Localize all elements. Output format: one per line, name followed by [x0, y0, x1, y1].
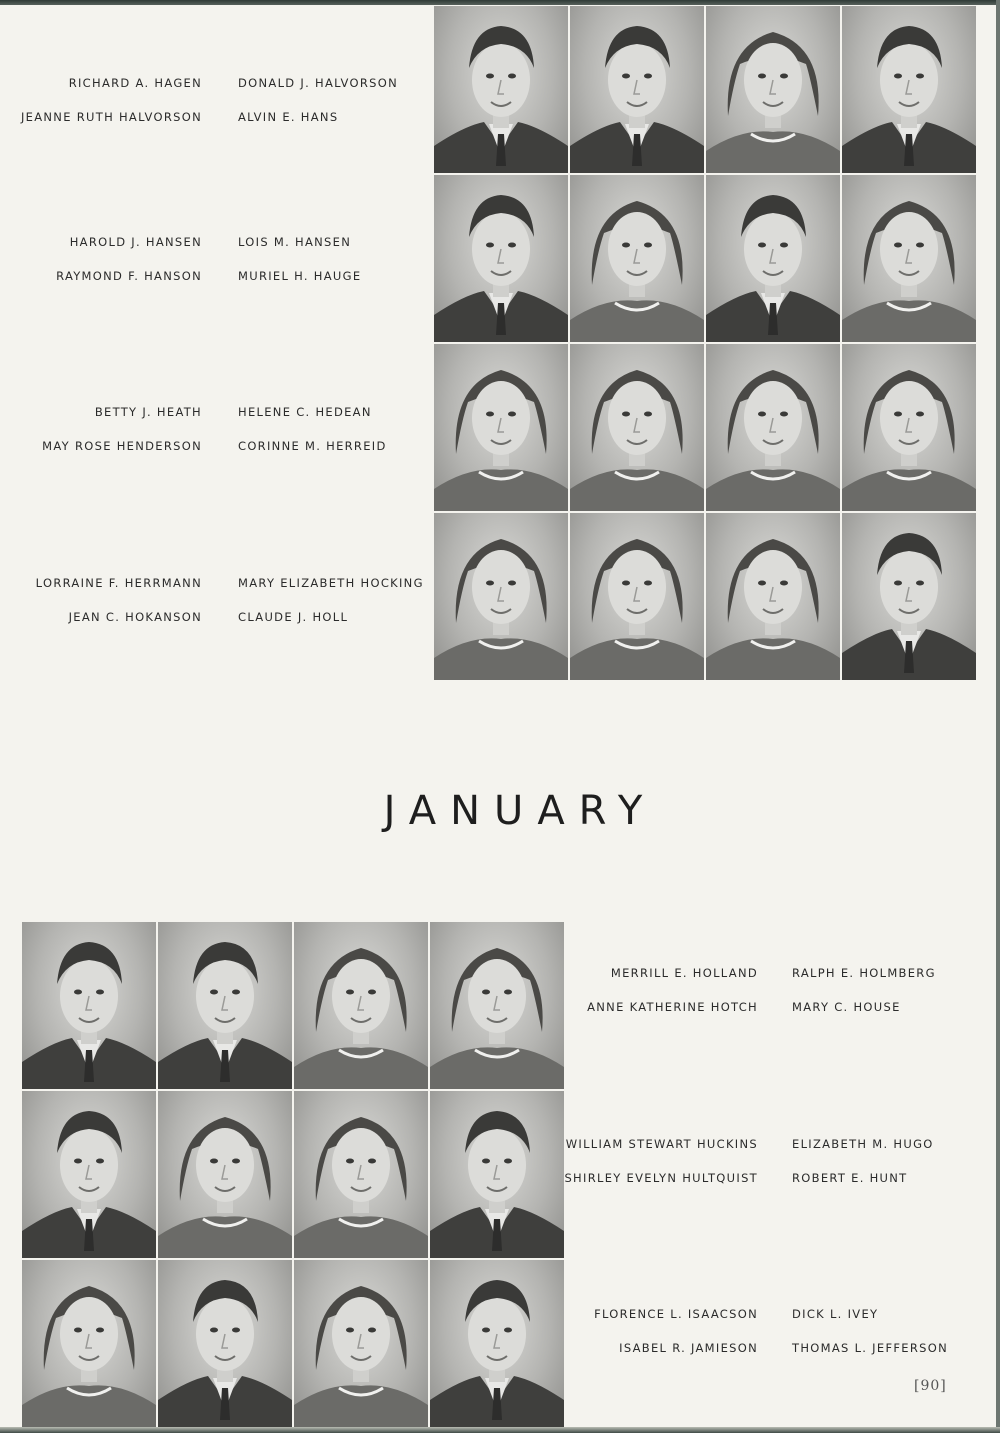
student-name: CORINNE M. HERREID	[238, 439, 387, 453]
name-column-right	[238, 576, 424, 644]
student-name: FLORENCE L. ISAACSON	[594, 1307, 758, 1321]
student-name: HAROLD J. HANSEN	[69, 235, 202, 249]
name-column-right	[792, 966, 936, 1034]
page-number: [90]	[914, 1378, 947, 1394]
student-name: LOIS M. HANSEN	[238, 235, 352, 249]
student-name: ROBERT E. HUNT	[792, 1171, 908, 1185]
student-name: RAYMOND F. HANSON	[56, 269, 202, 283]
bottom-portrait-photo	[22, 1091, 156, 1258]
bottom-portrait-photo	[22, 922, 156, 1089]
month-heading: JANUARY	[383, 788, 657, 834]
name-column-left	[42, 405, 202, 473]
student-name: DONALD J. HALVORSON	[238, 76, 399, 90]
bottom-portrait-photo	[430, 922, 564, 1089]
student-name: ISABEL R. JAMIESON	[619, 1341, 758, 1355]
page-edge-top	[0, 0, 1000, 5]
student-name: RALPH E. HOLMBERG	[792, 966, 936, 980]
top-portrait-photo	[570, 175, 704, 342]
student-name: BETTY J. HEATH	[94, 405, 202, 419]
student-name: THOMAS L. JEFFERSON	[792, 1341, 948, 1355]
page-edge-right	[996, 0, 1000, 1433]
student-name: LORRAINE F. HERRMANN	[35, 576, 202, 590]
student-name: MAY ROSE HENDERSON	[42, 439, 202, 453]
student-name: RICHARD A. HAGEN	[68, 76, 202, 90]
name-column-left	[594, 1307, 758, 1375]
top-portrait-photo	[434, 513, 568, 680]
bottom-portrait-photo	[158, 922, 292, 1089]
bottom-portrait-photo	[158, 1091, 292, 1258]
name-column-left	[36, 576, 202, 644]
bottom-portrait-photo	[158, 1260, 292, 1427]
top-portrait-photo	[570, 6, 704, 173]
name-column-right	[792, 1307, 948, 1375]
top-portrait-photo	[706, 344, 840, 511]
name-column-left	[21, 76, 202, 144]
name-column-left	[587, 966, 758, 1034]
bottom-portrait-photo	[294, 922, 428, 1089]
top-portrait-photo	[570, 513, 704, 680]
name-column-left	[56, 235, 202, 303]
student-name: WILLIAM STEWART HUCKINS	[565, 1137, 758, 1151]
student-name: JEAN C. HOKANSON	[68, 610, 202, 624]
bottom-portrait-grid	[22, 922, 564, 1427]
name-column-left	[564, 1137, 758, 1205]
student-name: MERRILL E. HOLLAND	[610, 966, 758, 980]
bottom-portrait-photo	[22, 1260, 156, 1427]
top-portrait-photo	[434, 6, 568, 173]
student-name: JEANNE RUTH HALVORSON	[20, 110, 202, 124]
name-column-right	[238, 76, 398, 144]
student-name: MARY C. HOUSE	[792, 1000, 901, 1014]
student-name: ELIZABETH M. HUGO	[792, 1137, 934, 1151]
top-portrait-photo	[842, 344, 976, 511]
student-name: SHIRLEY EVELYN HULTQUIST	[564, 1171, 758, 1185]
top-portrait-photo	[842, 513, 976, 680]
top-portrait-photo	[842, 175, 976, 342]
student-name: HELENE C. HEDEAN	[238, 405, 372, 419]
student-name: MARY ELIZABETH HOCKING	[238, 576, 424, 590]
top-portrait-grid	[434, 6, 976, 680]
top-portrait-photo	[434, 175, 568, 342]
page-edge-bottom	[0, 1427, 1000, 1433]
top-portrait-photo	[570, 344, 704, 511]
bottom-portrait-photo	[294, 1260, 428, 1427]
bottom-portrait-photo	[430, 1091, 564, 1258]
name-column-right	[238, 405, 387, 473]
student-name: CLAUDE J. HOLL	[238, 610, 349, 624]
student-name: ALVIN E. HANS	[238, 110, 339, 124]
name-column-right	[792, 1137, 934, 1205]
top-portrait-photo	[434, 344, 568, 511]
top-portrait-photo	[706, 175, 840, 342]
top-portrait-photo	[842, 6, 976, 173]
top-portrait-photo	[706, 6, 840, 173]
name-column-right	[238, 235, 361, 303]
top-portrait-photo	[706, 513, 840, 680]
bottom-portrait-photo	[294, 1091, 428, 1258]
student-name: ANNE KATHERINE HOTCH	[587, 1000, 758, 1014]
bottom-portrait-photo	[430, 1260, 564, 1427]
student-name: MURIEL H. HAUGE	[238, 269, 362, 283]
student-name: DICK L. IVEY	[792, 1307, 879, 1321]
